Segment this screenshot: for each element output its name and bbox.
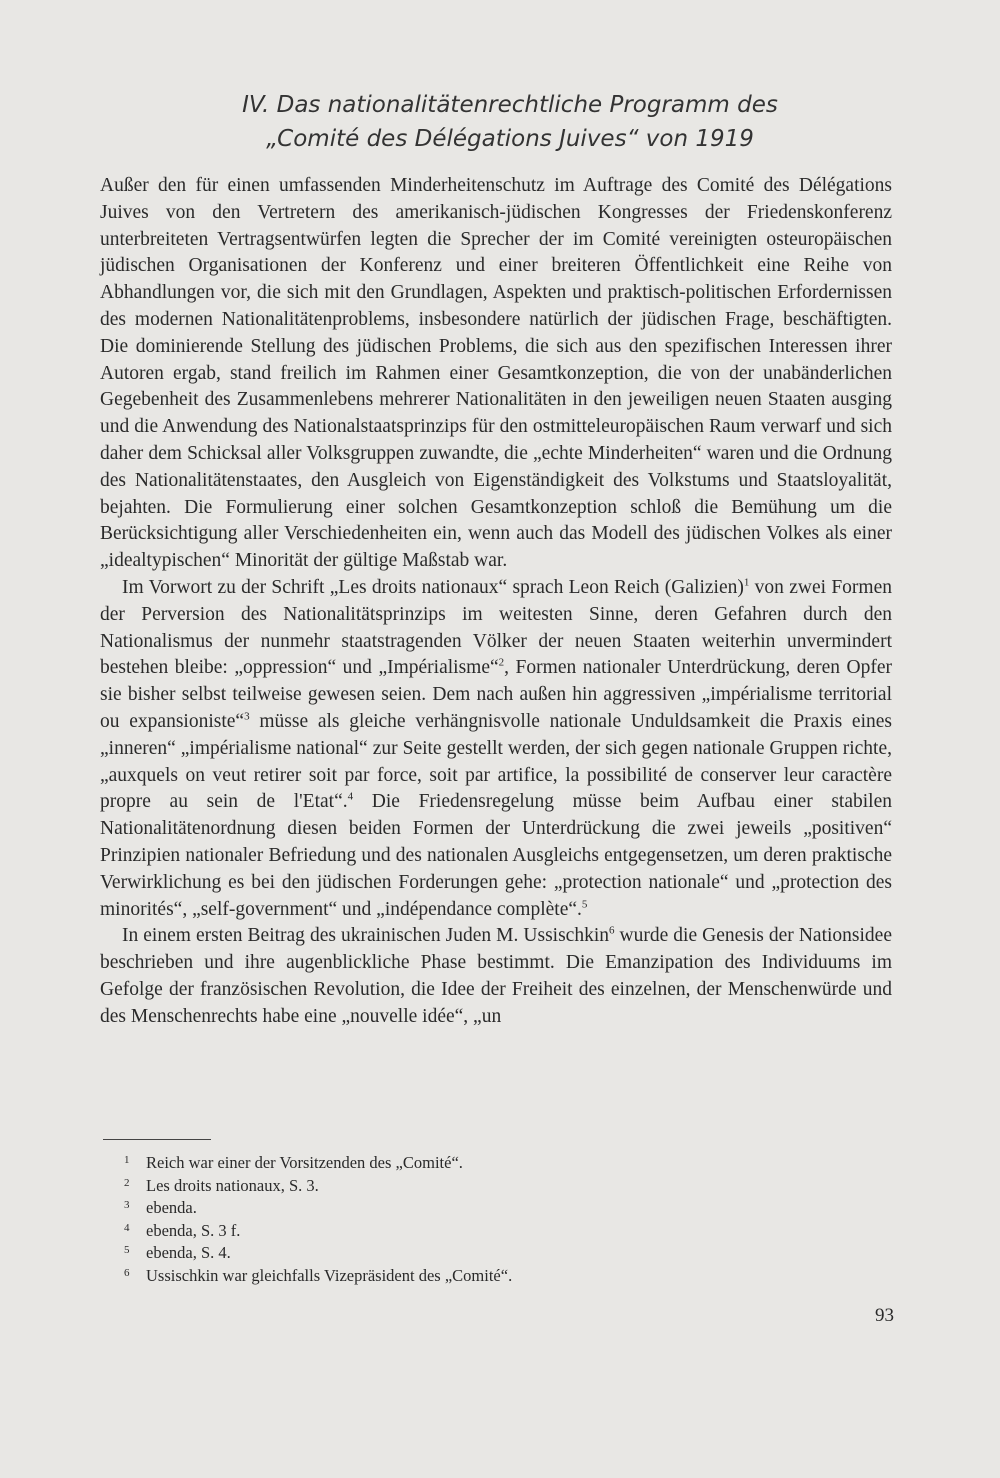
- footnote-text: ebenda, S. 3 f.: [146, 1220, 241, 1240]
- footnote-ref-1: 1: [743, 576, 750, 589]
- footnote-number: 1: [124, 1154, 130, 1166]
- footnote-6: [124, 1265, 824, 1288]
- footnote-number: 5: [124, 1244, 130, 1257]
- footnote-text: ebenda.: [146, 1198, 197, 1218]
- footnote-5: [124, 1242, 824, 1265]
- footnotes: [124, 1152, 824, 1288]
- heading-line-1: IV. Das nationalitätenrechtliche Programm des: [242, 92, 778, 118]
- body-text: [100, 173, 892, 1031]
- footnote-3: [124, 1197, 824, 1220]
- text-segment: Im Vorwort zu der Schrift „Les droits nationaux“ sprach Leon Reich (Galizien): [122, 576, 744, 598]
- paragraph-3: [100, 923, 892, 1030]
- text-segment: , Formen nationaler Unterdrückung, deren Opfer sie bisher selbst teilweise gewesen seien. Dem nach außen hin aggressiven „impérialisme territorial ou expansioniste“: [100, 657, 893, 732]
- text-segment: Die Friedensregelung müsse beim Aufbau einer stabilen Nationalitätenordnung diesen beiden Formen der Unterdrückung die zwei jeweils „positiven“ Prinzipien nationaler Befriedung und des nationalen Ausgleichs entgegensetzen, um deren praktische Verwirklichung es bei den jüdischen Forderungen gehe: „protection nationale“ und „protection des minorités“, „self-government“ und „indépendance complète“.: [100, 791, 892, 920]
- text-segment: wurde die Genesis der Nationsidee beschrieben und ihre augenblickliche Phase bestimmt. Die Emanzipation des Individuums im Gefolge der französischen Revolution, die Idee der Freiheit des einzelnen, der Menschenwürde und des Menschenrechts habe eine „nouvelle idée“, „un: [100, 925, 892, 1027]
- footnote-text: Les droits nationaux, S. 3.: [146, 1175, 319, 1195]
- footnote-4: [124, 1220, 824, 1243]
- paragraph-1: Außer den für einen umfassenden Minderheitenschutz im Auftrage des Comité des Délégations Juives von den Vertretern des amerikanisch-jüdischen Kongresses der Friedenskonferenz unterbreiteten Vertragsentwürfen legten die Sprecher der im Comité vereinigten osteuropäischen jüdischen Organisationen der Konferenz und einer breiteren Öffentlichkeit eine Reihe von Abhandlungen vor, die sich mit den Grundlagen, Aspekten und praktisch-politischen Erfordernissen des modernen Nationalitätenproblems, insbesondere natürlich der jüdischen Frage, beschäftigten. Die dominierende Stellung des jüdischen Problems, die sich aus den spezifischen Interessen ihrer Autoren ergab, stand freilich im Rahmen einer Gesamtkonzeption, die von der unabänderlichen Gegebenheit des Zusammenlebens mehrerer Nationalitäten in den jeweiligen neuen Staaten ausging und die Anwendung des Nationalstaatsprinzips für den ostmitteleuropäischen Raum verwarf und sich daher dem Schicksal aller Volksgruppen zuwandte, die „echte Minderheiten“ waren und die Ordnung des Nationalitätenstaates, den Ausgleich von Eigenständigkeit des Volkstums und Staatsloyalität, bejahten. Die Formulierung einer solchen Gesamtkonzeption schloß die Bemühung um die Berücksichtigung aller Verschiedenheiten ein, wenn auch das Modell des jüdischen Volkes als einer „idealtypischen“ Minorität der gültige Maßstab war.: [100, 175, 892, 572]
- footnote-1: [124, 1152, 824, 1175]
- footnote-ref-5: 5: [581, 898, 588, 911]
- footnote-number: 4: [124, 1221, 130, 1234]
- footnote-number: 2: [124, 1176, 130, 1189]
- footnote-number: 6: [124, 1266, 130, 1279]
- footnote-2: [124, 1175, 824, 1198]
- footnote-ref-6: 6: [609, 924, 615, 937]
- heading-line-2: „Comité des Délégations Juives“ von 1919: [266, 126, 754, 152]
- footnote-text: ebenda, S. 4.: [146, 1243, 231, 1263]
- footnote-ref-4: 4: [347, 790, 354, 803]
- page-number: 93: [875, 1305, 894, 1326]
- footnote-ref-2: 2: [498, 656, 505, 669]
- footnote-divider: [103, 1139, 211, 1140]
- footnote-text: Reich war einer der Vorsitzenden des „Comité“.: [146, 1153, 463, 1172]
- footnote-text: Ussischkin war gleichfalls Vizepräsident des „Comité“.: [146, 1265, 513, 1285]
- footnote-number: 3: [124, 1199, 130, 1212]
- text-segment: müsse als gleiche verhängnisvolle nationale Unduldsamkeit die Praxis eines „inneren“ „impérialisme national“ zur Seite gestellt werden, der sich gegen nationale Gruppen richte, „auxquels on veut retirer soit par force, soit par artifice, la possibilité de conserver leur caractère propre au sein de l'Etat“.: [100, 710, 892, 813]
- footnote-ref-3: 3: [244, 710, 250, 723]
- chapter-heading: [0, 88, 1000, 156]
- text-segment: von zwei Formen der Perversion des Nationalitätsprinzips im weitesten Sinne, deren Gefahren durch den Nationalismus der nunmehr staatstragenden Völker der neuen Staaten weiterhin unvermindert bestehen bleibe: „oppression“ und „Impérialisme“: [100, 576, 892, 679]
- paragraph-2: [100, 575, 892, 923]
- text-segment: In einem ersten Beitrag des ukrainischen Juden M. Ussischkin: [122, 925, 609, 947]
